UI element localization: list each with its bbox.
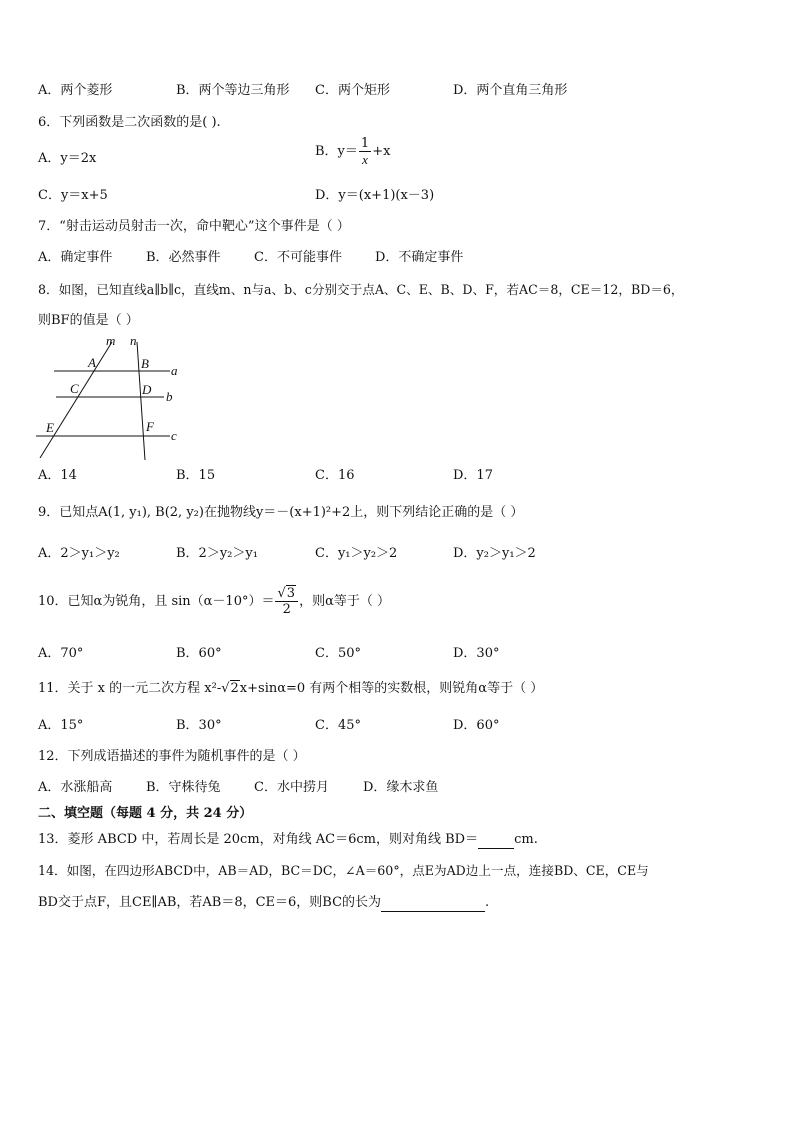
- q13-answer-blank[interactable]: [478, 833, 514, 849]
- q6-b-suffix: +x: [372, 144, 391, 159]
- q10-option-a: A．70°: [38, 646, 84, 661]
- q12-option-a: A．水涨船高: [38, 780, 113, 795]
- q8-label-b: b: [166, 389, 173, 404]
- q11-sqrt: √2: [221, 681, 239, 696]
- q11-sqrt-radicand: 2: [230, 681, 239, 696]
- q6-option-b: [315, 136, 390, 167]
- q9-option-d: D．y₂＞y₁＞2: [453, 546, 536, 561]
- q9-option-a: A．2＞y₁＞y₂: [38, 546, 120, 561]
- q5-option-d: D．两个直角三角形: [453, 83, 568, 98]
- q12-stem: 12．下列成语描述的事件为随机事件的是（ ）: [38, 749, 306, 764]
- q8-option-a: A．14: [38, 468, 77, 483]
- q13-prefix: 13．菱形 ABCD 中，若周长是 20cm，对角线 AC＝6cm，则对角线 BD＝: [38, 832, 479, 847]
- q6-b-fraction: [359, 136, 371, 167]
- q13-stem: [38, 831, 538, 849]
- q10-option-c: C．50°: [315, 646, 361, 661]
- q8-label-E: E: [46, 420, 54, 435]
- q8-label-c: c: [171, 428, 177, 443]
- q6-b-numerator: 1: [360, 136, 370, 151]
- q12-option-d: D．缘木求鱼: [363, 780, 439, 795]
- q11-option-c: C．45°: [315, 718, 361, 733]
- q8-label-n: n: [130, 334, 137, 348]
- q14-line2-prefix: BD交于点F，且CE∥AB，若AB＝8，CE＝6，则BC的长为: [38, 895, 382, 910]
- q8-label-m: m: [106, 334, 116, 348]
- q10-fraction: [275, 586, 298, 617]
- q8-line-m: [40, 342, 112, 458]
- q10-option-b: B．60°: [176, 646, 222, 661]
- q10-sqrt-radicand: 3: [286, 586, 296, 601]
- q11-stem: [38, 680, 543, 698]
- q11-option-d: D．60°: [453, 718, 500, 733]
- q8-figure: [32, 334, 192, 464]
- q5-option-c: C．两个矩形: [315, 83, 390, 98]
- q8-label-A: A: [88, 355, 96, 370]
- section-heading-fill-in: 二、填空题（每题 4 分，共 24 分）: [38, 806, 253, 821]
- q5-option-b: B．两个等边三角形: [176, 83, 290, 98]
- q9-option-b: B．2＞y₂＞y₁: [176, 546, 258, 561]
- q8-stem-line1: 8．如图，已知直线a∥b∥c，直线m、n与a、b、c分别交于点A、C、E、B、D、F，若AC＝8，CE＝12，BD＝6，: [38, 282, 684, 297]
- q8-option-d: D．17: [453, 468, 493, 483]
- q10-option-d: D．30°: [453, 646, 500, 661]
- q8-option-c: C．16: [315, 468, 355, 483]
- q10-stem: [38, 586, 390, 617]
- q10-denominator: 2: [282, 602, 291, 617]
- q11-stem-suffix: x+sinα=0 有两个相等的实数根，则锐角α等于（ ）: [239, 681, 544, 696]
- q8-label-a: a: [171, 363, 178, 378]
- q12-option-b: B．守株待兔: [146, 780, 221, 795]
- q14-line2-suffix: .: [485, 895, 490, 910]
- q6-b-prefix: B．y＝: [315, 144, 358, 159]
- q8-label-F: F: [146, 419, 154, 434]
- q7-option-a: A．确定事件: [38, 250, 113, 265]
- q8-label-B: B: [141, 356, 149, 371]
- q6-option-c: C．y＝x+5: [38, 188, 108, 203]
- q6-option-d: D．y＝(x+1)(x－3): [315, 188, 435, 203]
- q10-stem-prefix: 10．已知α为锐角，且 sin（α－10°）＝: [38, 594, 275, 609]
- q5-option-a: A．两个菱形: [38, 83, 113, 98]
- q14-line2: [38, 894, 489, 912]
- q8-stem-line2: 则BF的值是（ ）: [38, 313, 139, 328]
- q14-line1: 14．如图，在四边形ABCD中，AB＝AD，BC＝DC，∠A＝60°，点E为AD边上一点，连接BD、CE，CE与: [38, 863, 649, 878]
- q11-option-b: B．30°: [176, 718, 222, 733]
- q7-stem: 7．“射击运动员射击一次，命中靶心”这个事件是（ ）: [38, 219, 350, 234]
- q13-suffix: cm.: [514, 832, 538, 847]
- q6-option-a: A．y＝2x: [38, 151, 97, 166]
- q14-answer-blank[interactable]: [381, 896, 485, 912]
- q9-option-c: C．y₁＞y₂＞2: [315, 546, 398, 561]
- q8-label-C: C: [70, 381, 79, 396]
- q7-option-d: D．不确定事件: [375, 250, 464, 265]
- q11-option-a: A．15°: [38, 718, 84, 733]
- q7-option-c: C．不可能事件: [254, 250, 342, 265]
- q11-stem-prefix: 11．关于 x 的一元二次方程 x²-: [38, 681, 222, 696]
- q6-stem: 6．下列函数是二次函数的是( ).: [38, 115, 221, 130]
- q10-stem-suffix: ，则α等于（ ）: [299, 594, 390, 609]
- q8-label-D: D: [142, 382, 152, 397]
- q6-b-denominator: x: [362, 152, 368, 167]
- q7-option-b: B．必然事件: [146, 250, 221, 265]
- q10-numerator: √3: [275, 586, 298, 602]
- q8-option-b: B．15: [176, 468, 216, 483]
- q9-stem: 9．已知点A(1, y₁), B(2, y₂)在抛物线y＝－(x+1)²+2上，则下列结论正确的是（ ）: [38, 505, 524, 520]
- q12-option-c: C．水中捞月: [254, 780, 329, 795]
